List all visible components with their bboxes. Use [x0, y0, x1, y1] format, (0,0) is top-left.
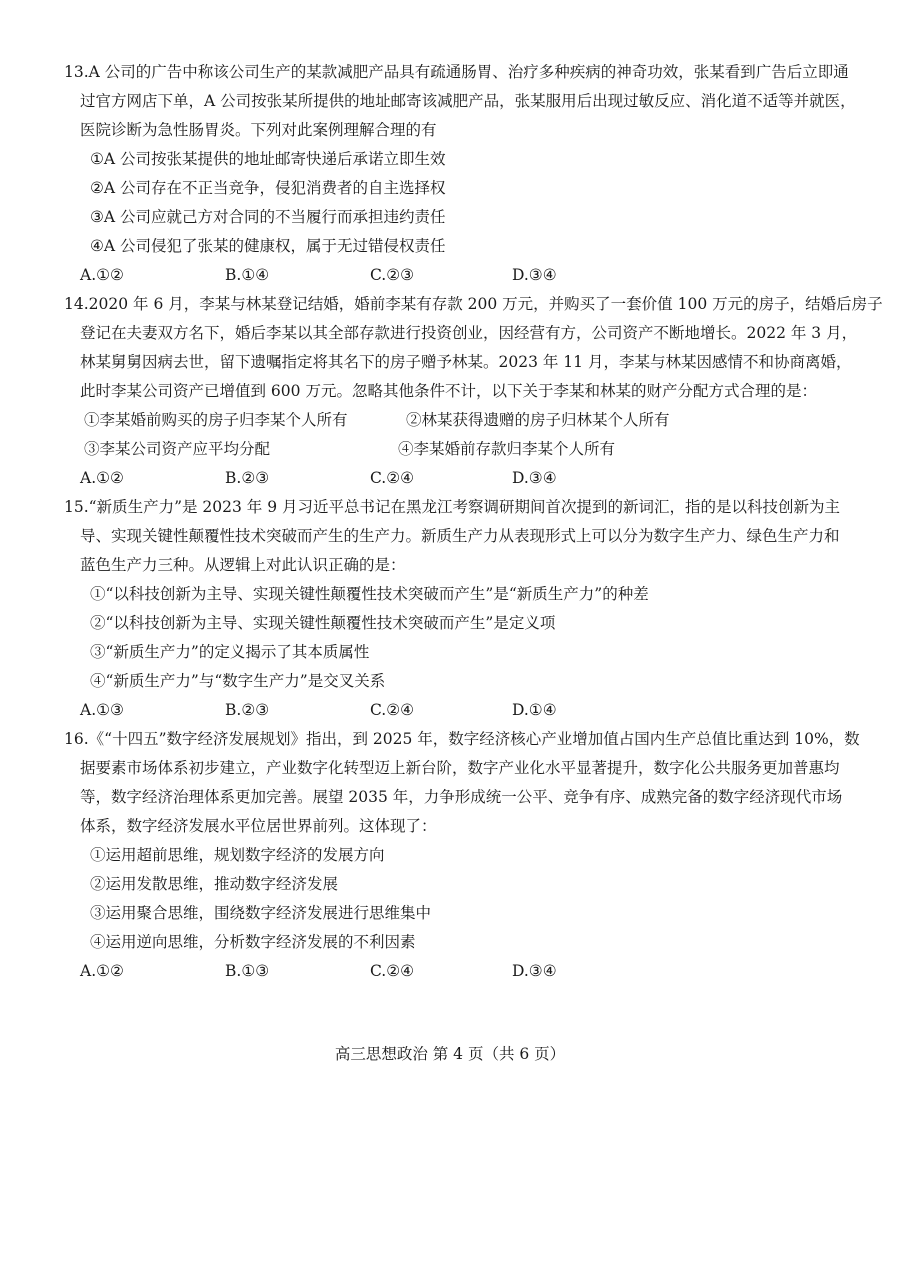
choice-b[interactable]: B.①④: [225, 266, 270, 284]
choice-a[interactable]: A.①②: [80, 962, 124, 980]
question-stem-line: 14.2020 年 6 月，李某与林某登记结婚，婚前李某有存款 200 万元，并购买了一套价值 100 万元的房子，结婚后房子: [64, 295, 883, 313]
question-stem-line: 15.“新质生产力”是 2023 年 9 月习近平总书记在黑龙江考察调研期间首次提到的新词汇，指的是以科技创新为主: [64, 498, 841, 516]
question-stem-line: 此时李某公司资产已增值到 600 万元。忽略其他条件不计，以下关于李某和林某的财产分配方式合理的是：: [80, 382, 817, 400]
statement: ②A 公司存在不正当竞争，侵犯消费者的自主选择权: [90, 179, 446, 197]
statement: ④A 公司侵犯了张某的健康权，属于无过错侵权责任: [90, 237, 446, 255]
statement: ④运用逆向思维，分析数字经济发展的不利因素: [90, 933, 416, 951]
choice-d[interactable]: D.③④: [512, 266, 557, 284]
statement: ③运用聚合思维，围绕数字经济发展进行思维集中: [90, 904, 432, 922]
question-stem-line: 登记在夫妻双方名下，婚后李某以其全部存款进行投资创业，因经营有方，公司资产不断地增长。2022 年 3 月，: [80, 324, 858, 342]
statement: ③A 公司应就己方对合同的不当履行而承担违约责任: [90, 208, 446, 226]
statement: ②运用发散思维，推动数字经济发展: [90, 875, 339, 893]
question-stem-line: 体系，数字经济发展水平位居世界前列。这体现了：: [80, 817, 437, 835]
choice-d[interactable]: D.③④: [512, 469, 557, 487]
question-stem-line: 13.A 公司的广告中称该公司生产的某款减肥产品具有疏通肠胃、治疗多种疾病的神奇功效，张某看到广告后立即通: [64, 63, 849, 81]
question-stem-line: 林某舅舅因病去世，留下遗嘱指定将其名下的房子赠予林某。2023 年 11 月，李某与林某因感情不和协商离婚，: [80, 353, 852, 371]
statement: ③“新质生产力”的定义揭示了其本质属性: [90, 643, 370, 661]
statement: ④“新质生产力”与“数字生产力”是交叉关系: [90, 672, 386, 690]
statement: ①运用超前思维，规划数字经济的发展方向: [90, 846, 385, 864]
choice-a[interactable]: A.①②: [80, 266, 124, 284]
answer-choices: [80, 468, 780, 488]
question-stem-line: 据要素市场体系初步建立，产业数字化转型迈上新台阶，数字产业化水平显著提升，数字化公共服务更加普惠均: [80, 759, 840, 777]
choice-a[interactable]: A.①③: [80, 701, 124, 719]
statement: ③李某公司资产应平均分配: [84, 440, 271, 458]
choice-c[interactable]: C.②④: [370, 962, 415, 980]
answer-choices: [80, 700, 780, 720]
choice-b[interactable]: B.②③: [225, 701, 270, 719]
choice-b[interactable]: B.①③: [225, 962, 270, 980]
question-stem-line: 等，数字经济治理体系更加完善。展望 2035 年，力争形成统一公平、竞争有序、成熟完备的数字经济现代市场: [80, 788, 843, 806]
statement: ①李某婚前购买的房子归李某个人所有: [84, 411, 348, 429]
question-stem-line: 医院诊断为急性肠胃炎。下列对此案例理解合理的有: [80, 121, 437, 139]
statement: ①“以科技创新为主导、实现关键性颠覆性技术突破而产生”是“新质生产力”的种差: [90, 585, 649, 603]
choice-a[interactable]: A.①②: [80, 469, 124, 487]
choice-d[interactable]: D.③④: [512, 962, 557, 980]
question-stem-line: 蓝色生产力三种。从逻辑上对此认识正确的是：: [80, 556, 406, 574]
question-stem-line: 16.《“十四五”数字经济发展规划》指出，到 2025 年，数字经济核心产业增加值占国内生产总值比重达到 10%，数: [64, 730, 860, 748]
choice-c[interactable]: C.②③: [370, 266, 415, 284]
question-stem-line: 导、实现关键性颠覆性技术突破而产生的生产力。新质生产力从表现形式上可以分为数字生产力、绿色生产力和: [80, 527, 840, 545]
choice-c[interactable]: C.②④: [370, 469, 415, 487]
question-stem-line: 过官方网店下单，A 公司按张某所提供的地址邮寄该减肥产品，张某服用后出现过敏反应、消化道不适等并就医，: [80, 92, 856, 110]
choice-d[interactable]: D.①④: [512, 701, 557, 719]
statement: ①A 公司按张某提供的地址邮寄快递后承诺立即生效: [90, 150, 446, 168]
answer-choices: [80, 265, 780, 285]
page-footer: 高三思想政治 第 4 页（共 6 页）: [334, 1045, 566, 1063]
statement: ②林某获得遗赠的房子归林某个人所有: [406, 411, 670, 429]
choice-b[interactable]: B.②③: [225, 469, 270, 487]
answer-choices: [80, 961, 780, 981]
statement: ④李某婚前存款归李某个人所有: [398, 440, 616, 458]
statement: ②“以科技创新为主导、实现关键性颠覆性技术突破而产生”是定义项: [90, 614, 556, 632]
choice-c[interactable]: C.②④: [370, 701, 415, 719]
